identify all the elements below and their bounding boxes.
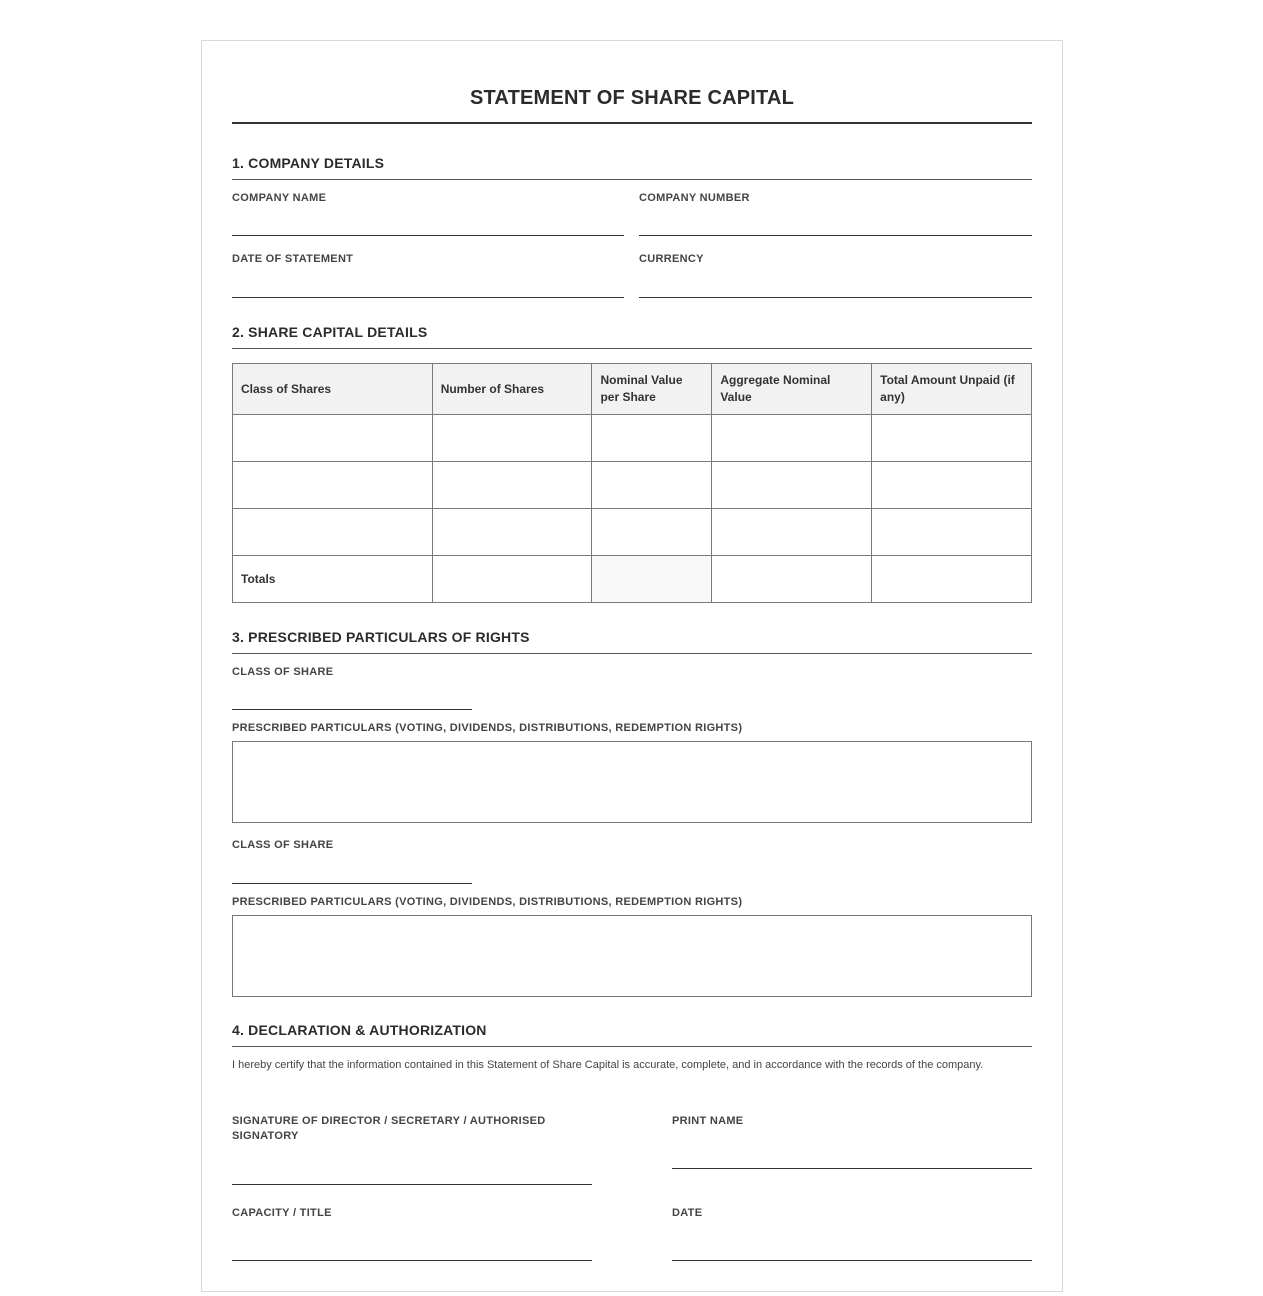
title-divider bbox=[232, 122, 1032, 124]
date-label: DATE bbox=[672, 1207, 703, 1219]
signature-field[interactable] bbox=[232, 1184, 592, 1185]
capacity-title-field[interactable] bbox=[232, 1260, 592, 1261]
table-cell[interactable] bbox=[592, 462, 712, 509]
prescribed-particulars-textarea[interactable] bbox=[232, 915, 1032, 997]
totals-number-of-shares-cell[interactable] bbox=[432, 556, 592, 603]
currency-label: CURRENCY bbox=[639, 253, 704, 265]
class-of-share-field[interactable] bbox=[232, 883, 472, 884]
section-prescribed-particulars-heading: 3. PRESCRIBED PARTICULARS OF RIGHTS bbox=[232, 629, 1032, 654]
currency-field[interactable] bbox=[639, 297, 1032, 298]
table-cell[interactable] bbox=[432, 462, 592, 509]
page-title: STATEMENT OF SHARE CAPITAL bbox=[469, 87, 795, 109]
table-row bbox=[233, 509, 1032, 556]
column-header: Nominal Value per Share bbox=[592, 364, 712, 415]
declaration-text: I hereby certify that the information contained in this Statement of Share Capital is accurate, complete, and in accordance with the records of the company. bbox=[232, 1059, 984, 1071]
class-of-share-label: CLASS OF SHARE bbox=[232, 839, 334, 851]
column-header: Total Amount Unpaid (if any) bbox=[872, 364, 1032, 415]
table-cell[interactable] bbox=[432, 415, 592, 462]
signature-label: SIGNATURE OF DIRECTOR / SECRETARY / AUTHORISED SIGNATORY bbox=[232, 1115, 546, 1142]
table-cell[interactable] bbox=[592, 509, 712, 556]
table-header-row bbox=[233, 364, 1032, 415]
totals-row bbox=[233, 556, 1032, 603]
company-name-label: COMPANY NAME bbox=[232, 192, 327, 204]
table-cell[interactable] bbox=[872, 509, 1032, 556]
table-cell[interactable] bbox=[233, 462, 433, 509]
date-of-statement-field[interactable] bbox=[232, 297, 624, 298]
print-name-field[interactable] bbox=[672, 1168, 1032, 1169]
table-cell[interactable] bbox=[592, 415, 712, 462]
section-declaration-heading: 4. DECLARATION & AUTHORIZATION bbox=[232, 1022, 1032, 1047]
prescribed-particulars-textarea[interactable] bbox=[232, 741, 1032, 823]
totals-label: Totals bbox=[233, 556, 433, 603]
column-header: Aggregate Nominal Value bbox=[712, 364, 872, 415]
class-of-share-field[interactable] bbox=[232, 709, 472, 710]
company-number-label: COMPANY NUMBER bbox=[639, 192, 750, 204]
section-company-details-heading: 1. COMPANY DETAILS bbox=[232, 155, 1032, 180]
table-cell[interactable] bbox=[432, 509, 592, 556]
company-name-field[interactable] bbox=[232, 235, 624, 236]
table-cell[interactable] bbox=[872, 415, 1032, 462]
prescribed-particulars-label: PRESCRIBED PARTICULARS (VOTING, DIVIDENDS, DISTRIBUTIONS, REDEMPTION RIGHTS) bbox=[232, 722, 743, 734]
totals-unpaid-cell[interactable] bbox=[872, 556, 1032, 603]
prescribed-particulars-label: PRESCRIBED PARTICULARS (VOTING, DIVIDENDS, DISTRIBUTIONS, REDEMPTION RIGHTS) bbox=[232, 896, 743, 908]
table-cell[interactable] bbox=[233, 415, 433, 462]
table-cell[interactable] bbox=[872, 462, 1032, 509]
class-of-share-label: CLASS OF SHARE bbox=[232, 666, 334, 678]
table-cell[interactable] bbox=[712, 415, 872, 462]
column-header: Number of Shares bbox=[432, 364, 592, 415]
form-page bbox=[201, 40, 1063, 1292]
table-row bbox=[233, 415, 1032, 462]
date-field[interactable] bbox=[672, 1260, 1032, 1261]
table-row bbox=[233, 462, 1032, 509]
column-header: Class of Shares bbox=[233, 364, 433, 415]
company-number-field[interactable] bbox=[639, 235, 1032, 236]
totals-aggregate-value-cell[interactable] bbox=[712, 556, 872, 603]
capacity-title-label: CAPACITY / TITLE bbox=[232, 1207, 332, 1219]
table-cell[interactable] bbox=[712, 509, 872, 556]
table-cell[interactable] bbox=[712, 462, 872, 509]
table-cell[interactable] bbox=[233, 509, 433, 556]
date-of-statement-label: DATE OF STATEMENT bbox=[232, 253, 354, 265]
print-name-label: PRINT NAME bbox=[672, 1115, 744, 1127]
share-capital-table bbox=[232, 363, 1032, 603]
section-share-capital-heading: 2. SHARE CAPITAL DETAILS bbox=[232, 324, 1032, 349]
totals-nominal-value-cell bbox=[592, 556, 712, 603]
